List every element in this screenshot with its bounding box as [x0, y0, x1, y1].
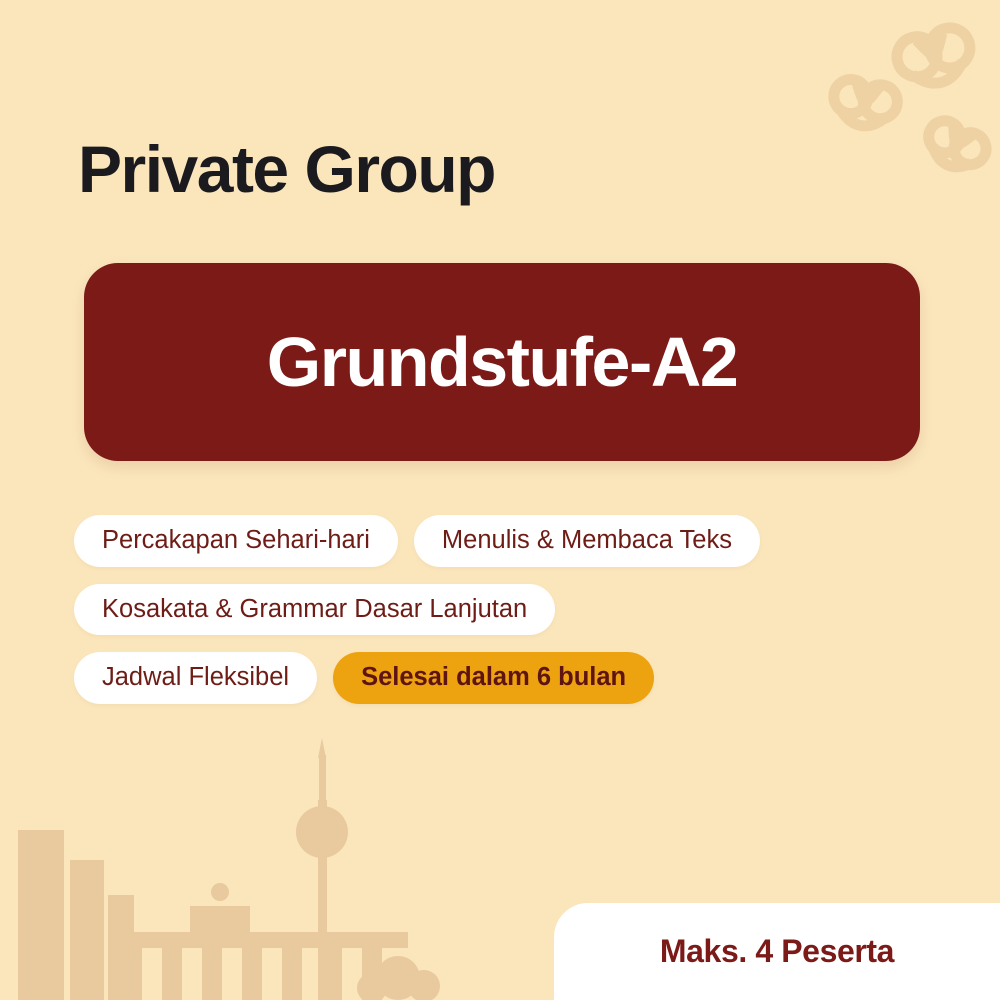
feature-chip: Kosakata & Grammar Dasar Lanjutan: [74, 584, 555, 636]
feature-chip-row: [74, 584, 974, 636]
berlin-skyline-decoration-icon: [0, 710, 560, 1000]
feature-chip: Jadwal Fleksibel: [74, 652, 317, 704]
page-title: Private Group: [78, 132, 495, 206]
feature-chip: Percakapan Sehari-hari: [74, 515, 398, 567]
feature-chip-list: [74, 515, 974, 721]
pretzel-decoration-icon: [740, 0, 1000, 220]
level-banner-label: Grundstufe-A2: [266, 323, 738, 401]
level-banner: [84, 263, 920, 461]
feature-chip-highlight: Selesai dalam 6 bulan: [333, 652, 654, 704]
capacity-badge-label: Maks. 4 Peserta: [659, 933, 895, 969]
capacity-badge: [554, 903, 1000, 1000]
feature-chip-row: [74, 652, 974, 704]
feature-chip: Menulis & Membaca Teks: [414, 515, 760, 567]
feature-chip-row: [74, 515, 974, 567]
